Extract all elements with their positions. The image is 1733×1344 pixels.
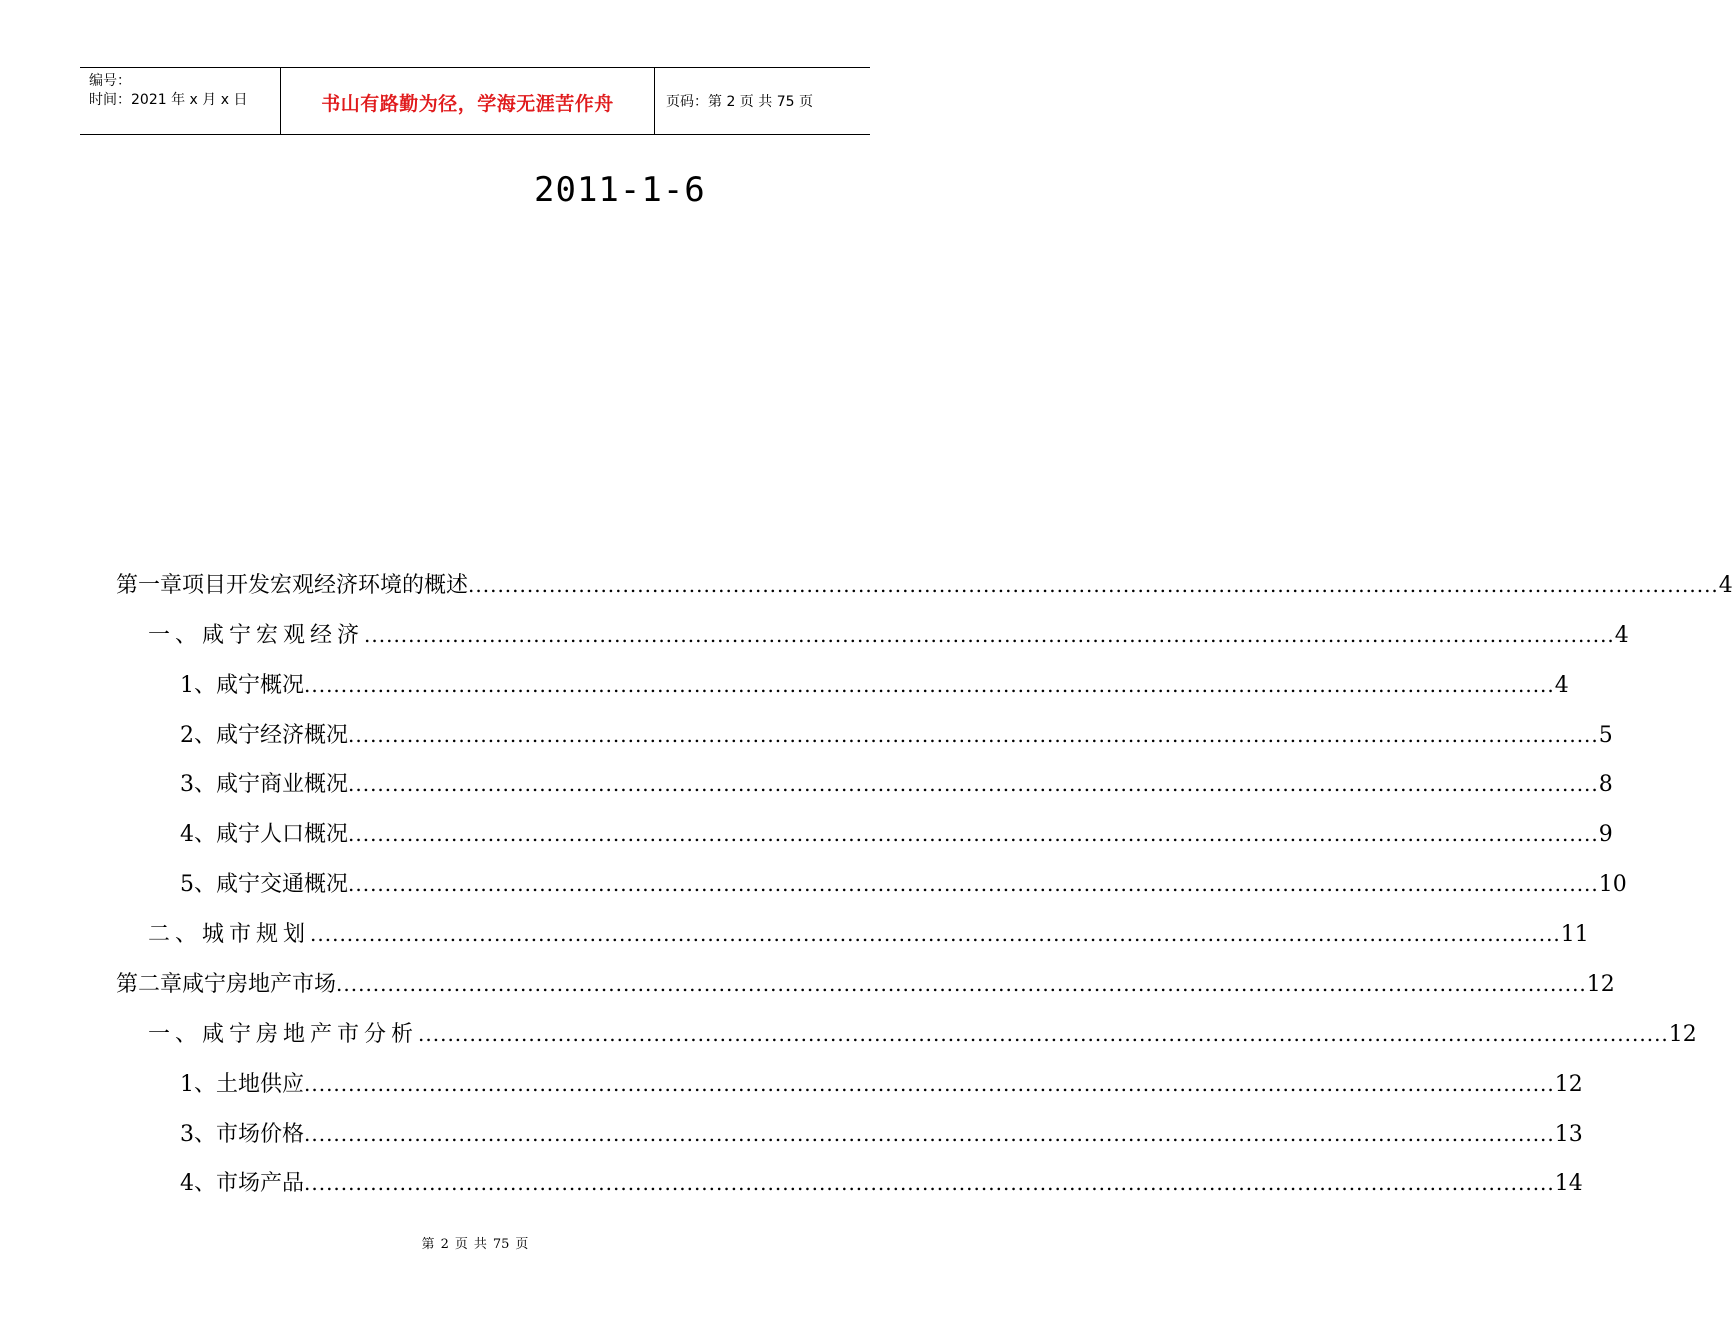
toc-leader-dots: ..........................................................................................................................................................................: [348, 872, 1599, 896]
toc-entry[interactable]: [180, 1168, 1583, 1199]
toc-entry[interactable]: [180, 670, 1569, 701]
toc-entry-title: 第一章项目开发宏观经济环境的概述: [116, 573, 469, 598]
toc-entry[interactable]: [148, 620, 1629, 651]
page-header: [80, 67, 870, 135]
footer-total-pages: 75: [492, 1237, 510, 1252]
document-time-label: 时间：2021 年 x 月 x 日: [89, 92, 248, 108]
toc-entry-page: 12: [1554, 1072, 1583, 1097]
toc-entry-page: 4: [1614, 623, 1629, 648]
footer-current-page: 2: [440, 1237, 449, 1252]
toc-entry-title: 4、咸宁人口概况: [180, 822, 348, 847]
toc-leader-dots: ..........................................................................................................................................................................: [348, 723, 1599, 747]
toc-entry-title: 4、市场产品: [180, 1171, 304, 1196]
footer-gong: 共: [473, 1237, 487, 1252]
header-page-info: 页码：第 2 页 共 75 页: [666, 94, 813, 110]
toc-leader-dots: ..........................................................................................................................................................................: [348, 822, 1599, 846]
toc-leader-dots: ..........................................................................................................................................................................: [336, 972, 1587, 996]
header-motto-cell: [281, 68, 655, 134]
toc-entry-page: 4: [1554, 673, 1569, 698]
header-info-cell: [80, 68, 281, 134]
toc-entry-title: 1、土地供应: [180, 1072, 304, 1097]
footer-ye-2: 页: [515, 1237, 529, 1252]
toc-entry-page: 11: [1560, 922, 1589, 947]
toc-entry-page: 12: [1668, 1022, 1697, 1047]
toc-leader-dots: ..........................................................................................................................................................................: [364, 623, 1615, 647]
toc-entry-page: 13: [1554, 1122, 1583, 1147]
toc-entry-page: 5: [1598, 723, 1613, 748]
toc-leader-dots: ..........................................................................................................................................................................: [304, 673, 1555, 697]
toc-entry-title: 1、咸宁概况: [180, 673, 304, 698]
toc-leader-dots: ..........................................................................................................................................................................: [304, 1122, 1555, 1146]
page-footer: [0, 1236, 950, 1254]
header-page-cell: [655, 68, 870, 134]
toc-entry[interactable]: [180, 1119, 1583, 1150]
footer-ye: 页: [454, 1237, 468, 1252]
toc-entry-title: 5、咸宁交通概况: [180, 872, 348, 897]
toc-entry-title: 3、市场价格: [180, 1122, 304, 1147]
toc-entry-title: 一、咸宁房地产市分析: [148, 1022, 419, 1047]
document-number-label: 编号：: [89, 73, 131, 89]
footer-di: 第: [421, 1237, 435, 1252]
toc-entry[interactable]: [180, 819, 1613, 850]
toc-entry-title: 2、咸宁经济概况: [180, 723, 348, 748]
toc-entry-title: 3、咸宁商业概况: [180, 772, 348, 797]
toc-entry[interactable]: [180, 1069, 1583, 1100]
toc-leader-dots: ..........................................................................................................................................................................: [468, 573, 1719, 597]
toc-entry[interactable]: [148, 919, 1589, 950]
toc-leader-dots: ..........................................................................................................................................................................: [304, 1072, 1555, 1096]
toc-leader-dots: ..........................................................................................................................................................................: [310, 922, 1561, 946]
toc-leader-dots: ..........................................................................................................................................................................: [348, 772, 1599, 796]
toc-leader-dots: ..........................................................................................................................................................................: [304, 1171, 1555, 1195]
document-date: 2011-1-6: [534, 170, 706, 210]
toc-entry[interactable]: [180, 869, 1627, 900]
toc-entry[interactable]: [180, 720, 1613, 751]
toc-entry[interactable]: [116, 969, 1615, 1000]
toc-entry-page: 4: [1718, 573, 1733, 598]
toc-leader-dots: ..........................................................................................................................................................................: [418, 1022, 1669, 1046]
toc-entry[interactable]: [180, 769, 1613, 800]
toc-entry-title: 二、城市规划: [148, 922, 311, 947]
toc-entry-page: 14: [1554, 1171, 1583, 1196]
toc-entry-page: 8: [1598, 772, 1613, 797]
toc-entry-title: 一、咸宁宏观经济: [148, 623, 365, 648]
toc-entry-page: 10: [1598, 872, 1627, 897]
toc-entry[interactable]: [116, 570, 1733, 601]
toc-entry-page: 12: [1586, 972, 1615, 997]
toc-entry-title: 第二章咸宁房地产市场: [116, 972, 337, 997]
toc-entry-page: 9: [1598, 822, 1613, 847]
header-motto: 书山有路勤为径，学海无涯苦作舟: [321, 93, 614, 115]
toc-entry[interactable]: [148, 1019, 1697, 1050]
